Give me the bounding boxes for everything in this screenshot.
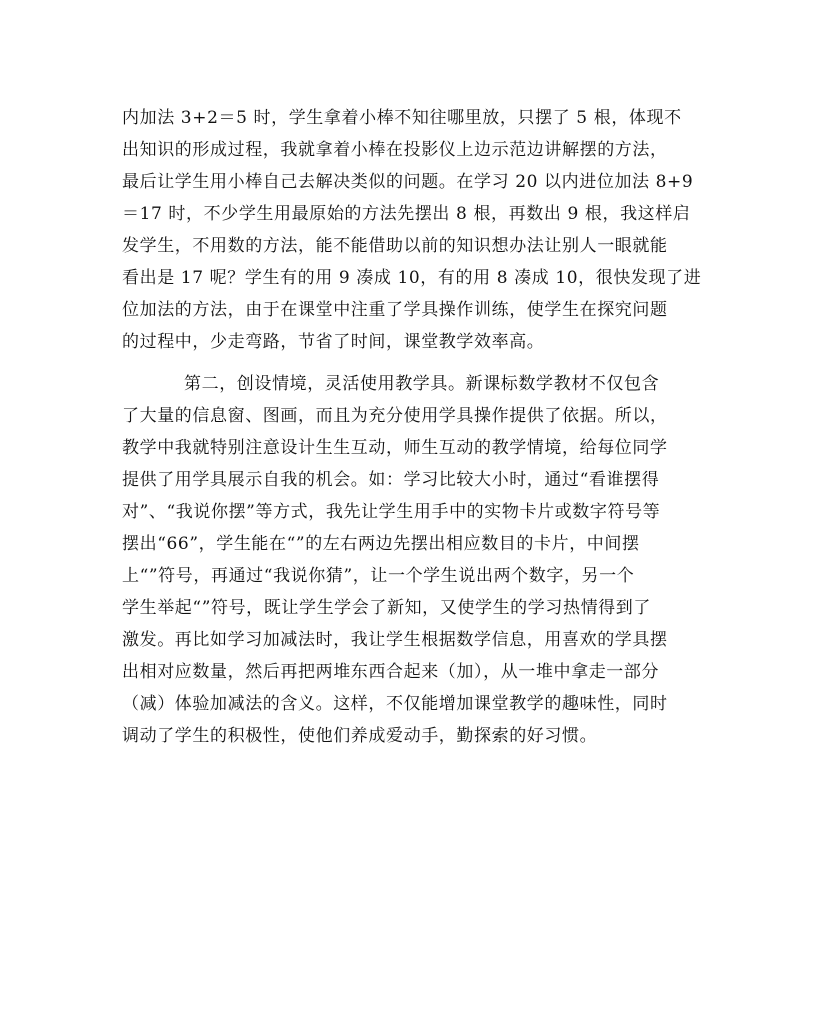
text-line: 摆出“66”，学生能在“”的左右两边先摆出相应数目的卡片，中间摆 xyxy=(122,534,640,554)
text-line: ＝17 时，不少学生用最原始的方法先摆出 8 根，再数出 9 根，我这样启 xyxy=(122,204,691,224)
text-line: 看出是 17 呢？学生有的用 9 凑成 10，有的用 8 凑成 10，很快发现了进 xyxy=(122,268,702,288)
text-line: 提供了用学具展示自我的机会。如：学习比较大小时，通过“看谁摆得 xyxy=(122,470,660,490)
paragraph-2 xyxy=(122,368,702,752)
text-line: 上“”符号，再通过“我说你猜”，让一个学生说出两个数字，另一个 xyxy=(122,566,635,586)
text-line: （减）体验加减法的含义。这样，不仅能增加课堂教学的趣味性，同时 xyxy=(122,694,668,714)
text-line: 出知识的形成过程，我就拿着小棒在投影仪上边示范边讲解摆的方法， xyxy=(122,140,668,160)
text-line: 的过程中，少走弯路，节省了时间，课堂教学效率高。 xyxy=(122,332,545,352)
text-line: 对”、“我说你摆”等方式，我先让学生用手中的实物卡片或数字符号等 xyxy=(122,502,661,522)
text-line: 发学生，不用数的方法，能不能借助以前的知识想办法让别人一眼就能 xyxy=(122,236,668,256)
text-line: 出相对应数量，然后再把两堆东西合起来（加），从一堆中拿走一部分 xyxy=(122,662,660,682)
text-line: 学生举起“”符号，既让学生学会了新知，又使学生的学习热情得到了 xyxy=(122,598,651,618)
text-line: 激发。再比如学习加减法时，我让学生根据数学信息，用喜欢的学具摆 xyxy=(122,630,668,650)
body-text xyxy=(122,102,702,752)
text-line: 调动了学生的积极性，使他们养成爱动手，勤探索的好习惯。 xyxy=(122,726,598,746)
text-line: 第二，创设情境，灵活使用教学具。新课标数学教材不仅包含 xyxy=(184,374,660,394)
text-line: 位加法的方法，由于在课堂中注重了学具操作训练，使学生在探究问题 xyxy=(122,300,668,320)
paragraph-1 xyxy=(122,102,702,358)
text-line: 了大量的信息窗、图画，而且为充分使用学具操作提供了依据。所以， xyxy=(122,406,668,426)
text-line: 内加法 3+2＝5 时，学生拿着小棒不知往哪里放，只摆了 5 根，体现不 xyxy=(122,108,682,128)
text-line: 最后让学生用小棒自己去解决类似的问题。在学习 20 以内进位加法 8+9 xyxy=(122,172,694,192)
text-line: 教学中我就特别注意设计生生互动，师生互动的教学情境，给每位同学 xyxy=(122,438,668,458)
paragraph-gap xyxy=(122,358,702,368)
